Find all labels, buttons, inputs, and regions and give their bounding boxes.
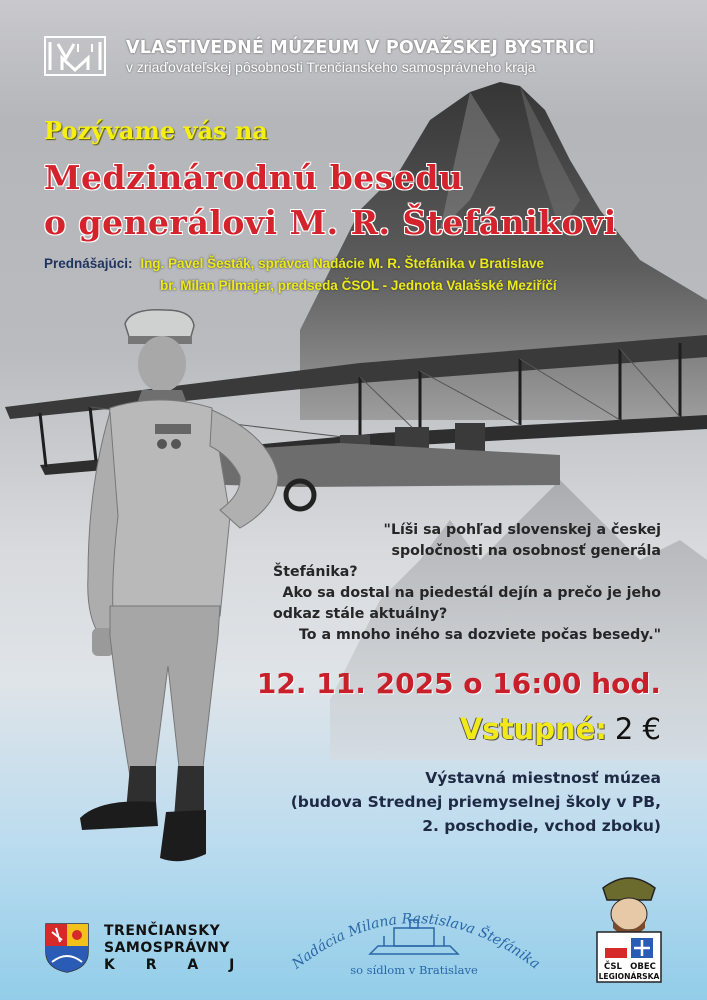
legion-badge — [593, 866, 665, 984]
nadacia-subtitle: so sídlom v Bratislave — [350, 963, 478, 977]
venue-line-2: (budova Strednej priemyselnej školy v PB, — [290, 793, 661, 811]
tsk-line-2: SAMOSPRÁVNY — [104, 939, 230, 956]
tsk-logo — [44, 922, 247, 974]
quote-line-4: Ako sa dostal na piedestál dejín a prečo je jeho — [282, 585, 661, 601]
quote-line-2: spoločnosti na osobnosť generála — [391, 543, 661, 559]
tsk-coat-of-arms-icon — [44, 922, 90, 974]
legion-line-3: LEGIONÁRSKA — [598, 972, 660, 981]
venue-line-3: 2. poschodie, vchod zboku) — [422, 817, 661, 835]
quote-line-6: To a mnoho iného sa dozviete počas besedy." — [299, 627, 661, 643]
quote-text — [231, 520, 661, 646]
entry-fee — [460, 712, 661, 746]
title-line-1: Medzinárodnú besedu — [44, 158, 464, 197]
nadacia-arc-textpath: Nadácia Milana Rastislava Štefánika — [289, 910, 543, 973]
lecturers-label: Prednášajúci: — [44, 256, 133, 271]
event-date: 12. 11. 2025 o 16:00 hod. — [256, 667, 661, 700]
header-text — [126, 38, 595, 75]
lecturer-second: br. Milan Pilmajer, predseda ČSOL - Jednota Valašské Meziříčí — [160, 278, 557, 293]
tsk-line-3: K R A J — [104, 956, 248, 973]
museum-subtitle: v zriaďovateľskej pôsobnosti Trenčianskeho samosprávneho kraja — [126, 58, 536, 75]
tsk-text — [104, 923, 247, 974]
venue-line-1: Výstavná miestnosť múzea — [425, 769, 661, 787]
museum-name: VLASTIVEDNÉ MÚZEUM V POVAŽSKEJ BYSTRICI — [126, 37, 595, 58]
entry-fee-label: Vstupné: — [459, 712, 607, 746]
entry-fee-value: 2 € — [614, 712, 661, 746]
lecturer-first: Ing. Pavel Šesták, správca Nadácie M. R. Štefánika v Bratislave — [140, 256, 545, 271]
venue — [291, 766, 661, 838]
quote-line-3: Štefánika? — [273, 564, 358, 580]
header — [44, 36, 595, 76]
legion-line-2: OBEC — [630, 962, 656, 972]
vm-museum-logo-icon — [44, 36, 106, 76]
nadacia-logo — [284, 884, 544, 994]
lecturers — [44, 256, 557, 293]
tsk-line-1: TRENČIANSKY — [104, 922, 221, 939]
quote-line-1: "Líši sa pohľad slovenskej a českej — [383, 522, 661, 538]
invite-heading: Pozývame vás na — [44, 116, 268, 145]
legion-line-1: ČSL — [604, 962, 622, 972]
title-line-2: o generálovi M. R. Štefánikovi — [44, 203, 617, 242]
quote-line-5: odkaz stále aktuálny? — [273, 606, 448, 622]
